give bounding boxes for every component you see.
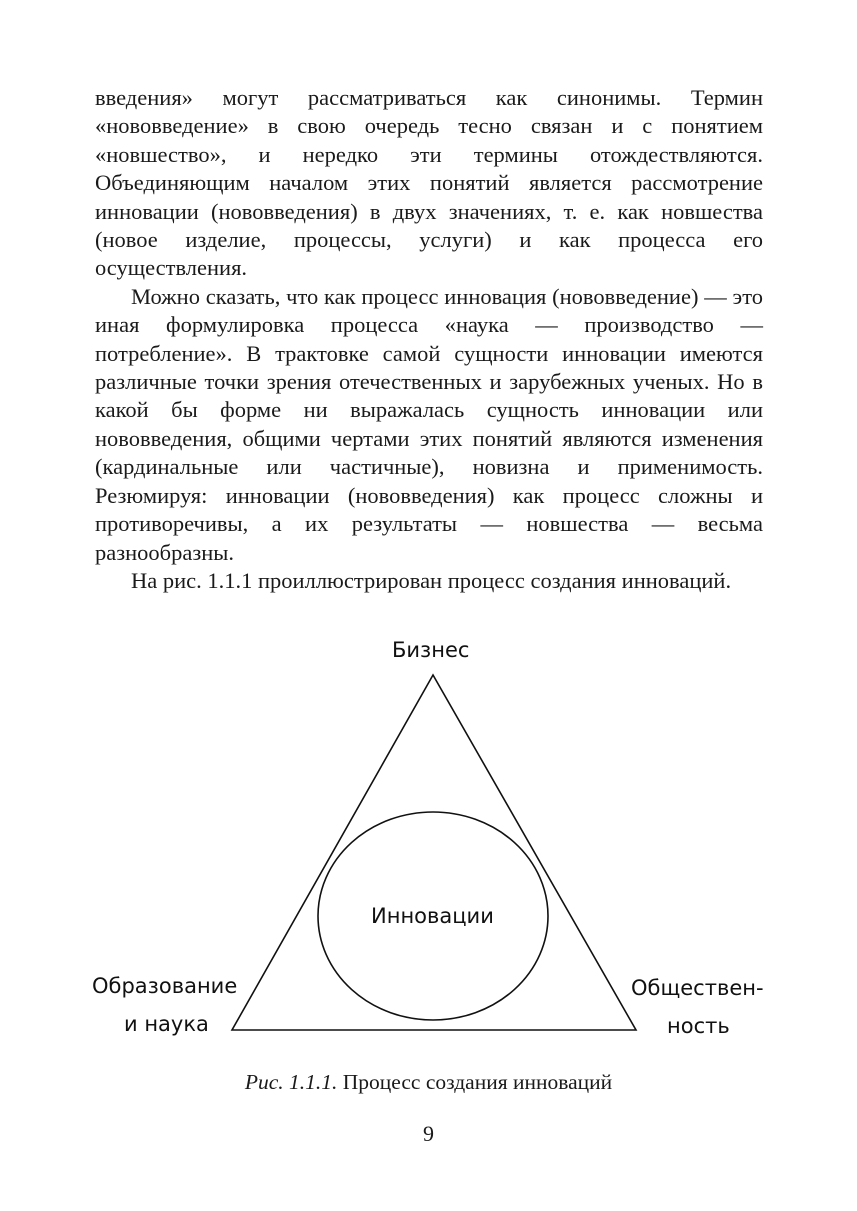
paragraph-1: введения» могут рассматриваться как синонимы. Термин «нововведение» в свою очередь тесно связан и с понятием «новшество», и нередко эти термины отождествляются. Объединяющим началом этих понятий является рассмотрение инновации (нововведения) в двух значениях, т. е. как новшества (новое изделие, процессы, услуги) и как процесса его осуществления. xyxy=(95,85,763,281)
paragraph-3: На рис. 1.1.1 проиллюстрирован процесс создания инноваций. xyxy=(131,567,732,593)
triangle-shape xyxy=(232,675,636,1030)
label-education-line1: Образование xyxy=(92,974,238,998)
label-innovations: Инновации xyxy=(371,904,494,928)
caption-number: Рис. 1.1.1. xyxy=(244,1070,338,1094)
label-education-line2: и наука xyxy=(124,1012,209,1036)
page-number: 9 xyxy=(423,1121,434,1146)
page-body xyxy=(95,84,763,595)
innovation-circle-shape xyxy=(318,812,548,1020)
label-business: Бизнес xyxy=(392,638,470,662)
paragraph-2: Можно сказать, что как процесс инновация (нововведение) — это иная формулировка процесса «наука — производство — потребление». В трактовке самой сущности инновации имеются различные точки зрения отечественных и зарубежных ученых. Но в какой бы форме ни выражалась сущность инновации или нововведения, общими чертами этих понятий являются изменения (кардинальные или частичные), новизна и применимость. Резюмируя: инновации (нововведения) как процесс сложны и противоречивы, а их результаты — новшества — весьма разнообразны. xyxy=(95,283,763,565)
label-society-line1: Обществен- xyxy=(631,976,764,1000)
caption-text: Процесс создания инноваций xyxy=(337,1070,613,1094)
figure-caption xyxy=(0,1068,857,1096)
label-society-line2: ность xyxy=(667,1014,730,1038)
